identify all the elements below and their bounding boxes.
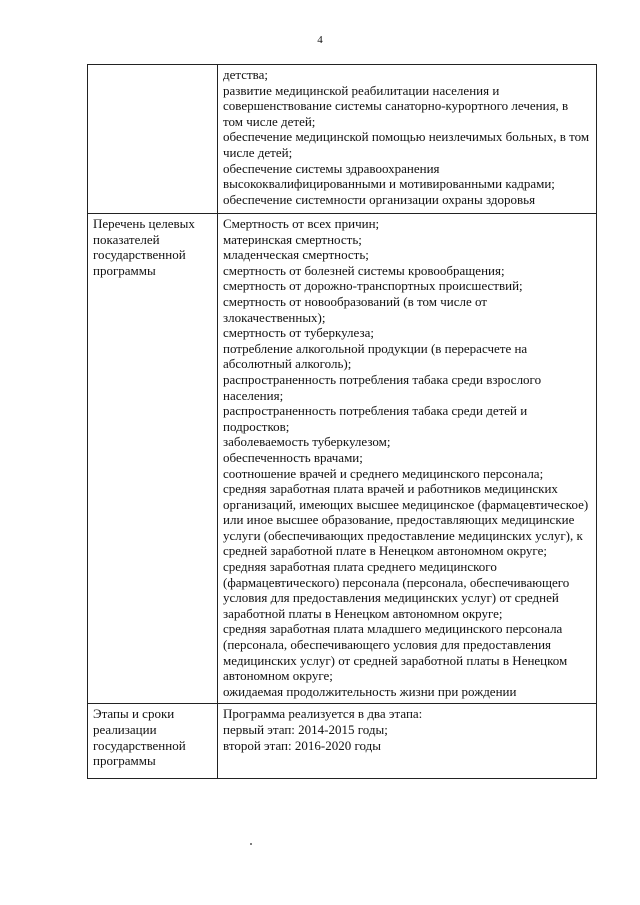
row-content: [218, 704, 597, 779]
text-line: младенческая смертность;: [223, 247, 369, 263]
text-line: соотношение врачей и среднего медицинского персонала;: [223, 465, 544, 481]
text-line: смертность от туберкулеза;: [223, 325, 374, 341]
text-line: Смертность от всех причин;: [223, 216, 380, 231]
text-line: детства;: [223, 67, 269, 82]
text-line: средняя заработная плата среднего медицинского (фармацевтического) персонала (персонала, обеспечивающего условия для предоставления медицинских услуг) от средней заработной платы в Ненецком автономном округе;: [223, 559, 570, 621]
scan-speck: [250, 843, 252, 845]
row-label: [88, 65, 218, 214]
table-row: [88, 704, 597, 779]
text-line: материнская смертность;: [223, 231, 362, 247]
row-content: [218, 214, 597, 704]
table-row: [88, 65, 597, 214]
row-label: Перечень целевых показателей государственной программы: [88, 214, 218, 704]
text-line: обеспечение системы здравоохранения высококвалифицированными и мотивированными кадрами;: [223, 160, 555, 192]
text-line: смертность от болезней системы кровообращения;: [223, 262, 505, 278]
text-line: средняя заработная плата врачей и работников медицинских организаций, имеющих высшее медицинское (фармацевтическое) или иное высшее образование, предоставляющих медицинские услуги (обеспечивающих предоставление медицинских услуг), к средней заработной плате в Ненецком автономном округе;: [223, 481, 589, 559]
text-line: первый этап: 2014-2015 годы;: [223, 722, 388, 737]
row-content: [218, 65, 597, 214]
row-label: Этапы и сроки реализации государственной программы: [88, 704, 218, 779]
text-line: распространенность потребления табака среди взрослого населения;: [223, 371, 542, 403]
text-line: смертность от дорожно-транспортных происшествий;: [223, 278, 523, 294]
text-line: распространенность потребления табака среди детей и подростков;: [223, 403, 528, 434]
text-line: второй этап: 2016-2020 годы: [223, 737, 381, 753]
text-line: развитие медицинской реабилитации населения и совершенствование системы санаторно-курортного лечения, в том числе детей;: [223, 82, 569, 129]
text-line: обеспечение системности организации охраны здоровья: [223, 191, 536, 207]
page-number: 4: [317, 34, 323, 46]
text-line: обеспеченность врачами;: [223, 449, 363, 465]
text-line: ожидаемая продолжительность жизни при рождении: [223, 683, 517, 699]
text-line: средняя заработная плата младшего медицинского персонала (персонала, обеспечивающего условия для предоставления медицинских услуг) от средней заработной платы в Ненецком автономном округе;: [223, 621, 568, 684]
program-passport-table: [87, 64, 597, 779]
text-line: заболеваемость туберкулезом;: [223, 434, 391, 450]
text-line: Программа реализуется в два этапа:: [223, 706, 423, 722]
text-line: обеспечение медицинской помощью неизлечимых больных, в том числе детей;: [223, 129, 590, 160]
table-row: [88, 214, 597, 704]
text-line: смертность от новообразований (в том числе от злокачественных);: [223, 293, 487, 325]
text-line: потребление алкогольной продукции (в перерасчете на абсолютный алкоголь);: [223, 340, 528, 372]
